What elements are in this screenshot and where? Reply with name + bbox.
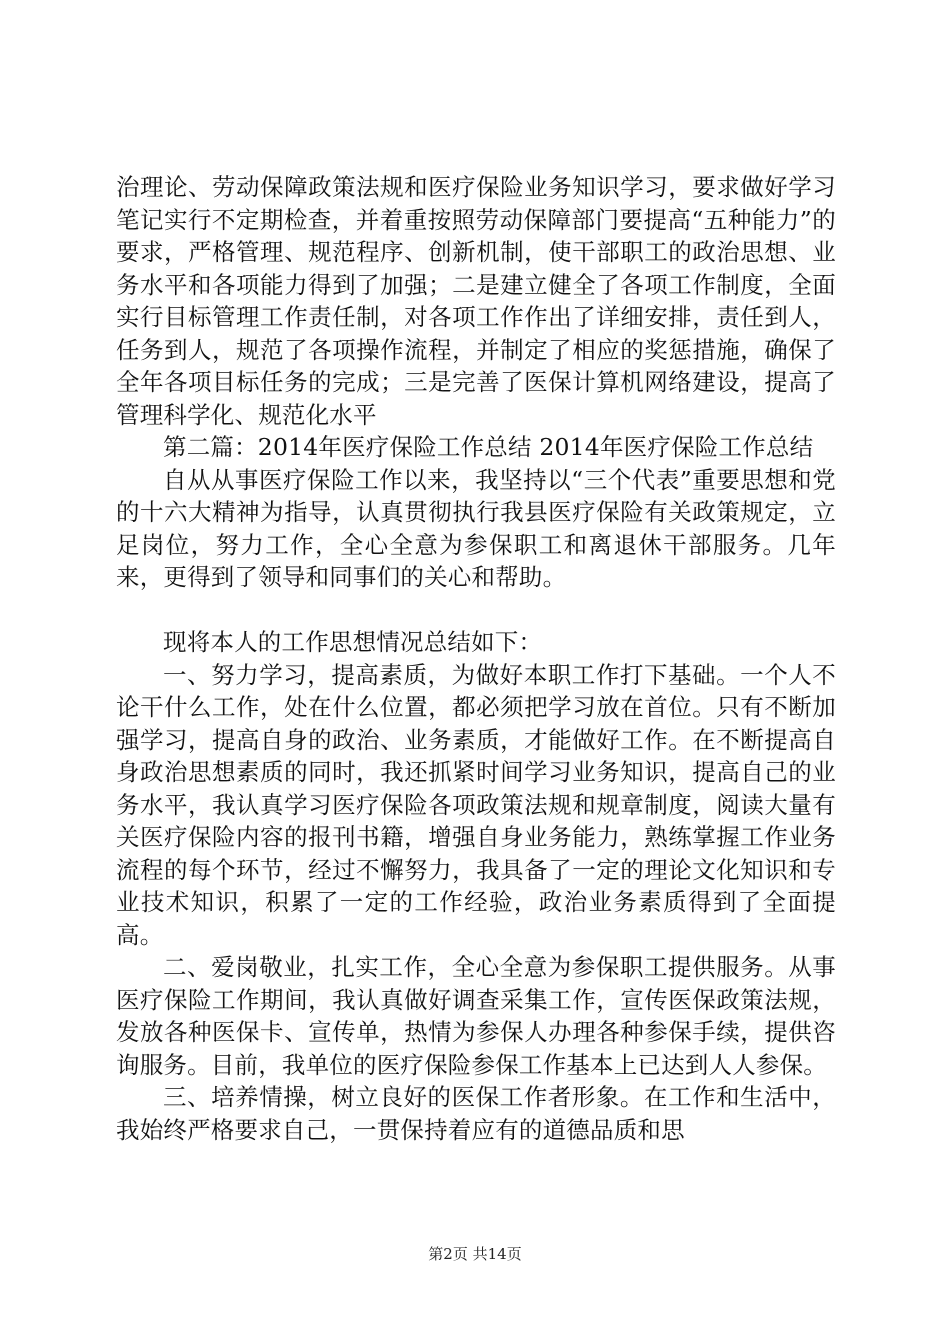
paragraph-intro: 自从从事医疗保险工作以来，我坚持以“三个代表”重要思想和党的十六大精神为指导，认真贯彻执行我县医疗保险有关政策规定，立足岗位，努力工作，全心全意为参保职工和离退休干部服务。几年来，更得到了领导和同事们的关心和帮助。 bbox=[116, 465, 836, 591]
document-body bbox=[116, 171, 836, 1146]
paragraph-continuation: 治理论、劳动保障政策法规和医疗保险业务知识学习，要求做好学习笔记实行不定期检查，并着重按照劳动保障部门要提高“五种能力”的要求，严格管理、规范程序、创新机制，使干部职工的政治思想、业务水平和各项能力得到了加强；二是建立健全了各项工作制度，全面实行目标管理工作责任制，对各项工作作出了详细安排，责任到人，任务到人，规范了各项操作流程，并制定了相应的奖惩措施，确保了全年各项目标任务的完成；三是完善了医保计算机网络建设，提高了管理科学化、规范化水平 bbox=[116, 173, 836, 429]
page-footer: 第2页 共14页 bbox=[428, 1245, 522, 1263]
paragraph-point-three: 三、培养情操，树立良好的医保工作者形象。在工作和生活中，我始终严格要求自己，一贯保持着应有的道德品质和思 bbox=[116, 1083, 836, 1144]
paragraph-point-one: 一、努力学习，提高素质，为做好本职工作打下基础。一个人不论干什么工作，处在什么位置，都必须把学习放在首位。只有不断加强学习，提高自身的政治、业务素质，才能做好工作。在不断提高自身政治思想素质的同时，我还抓紧时间学习业务知识，提高自己的业务水平，我认真学习医疗保险各项政策法规和规章制度，阅读大量有关医疗保险内容的报刊书籍，增强自身业务能力，熟练掌握工作业务流程的每个环节，经过不懈努力，我具备了一定的理论文化知识和专业技术知识，积累了一定的工作经验，政治业务素质得到了全面提高。 bbox=[116, 660, 836, 949]
section-heading: 第二篇：2014年医疗保险工作总结 2014年医疗保险工作总结 bbox=[163, 433, 814, 461]
blank-line bbox=[116, 594, 836, 627]
paragraph-point-two: 二、爱岗敬业，扎实工作，全心全意为参保职工提供服务。从事医疗保险工作期间，我认真做好调查采集工作，宣传医保政策法规，发放各种医保卡、宣传单，热情为参保人办理各种参保手续，提供咨询服务。目前，我单位的医疗保险参保工作基本上已达到人人参保。 bbox=[116, 953, 836, 1079]
paragraph-summary-lead: 现将本人的工作思想情况总结如下： bbox=[163, 628, 543, 656]
